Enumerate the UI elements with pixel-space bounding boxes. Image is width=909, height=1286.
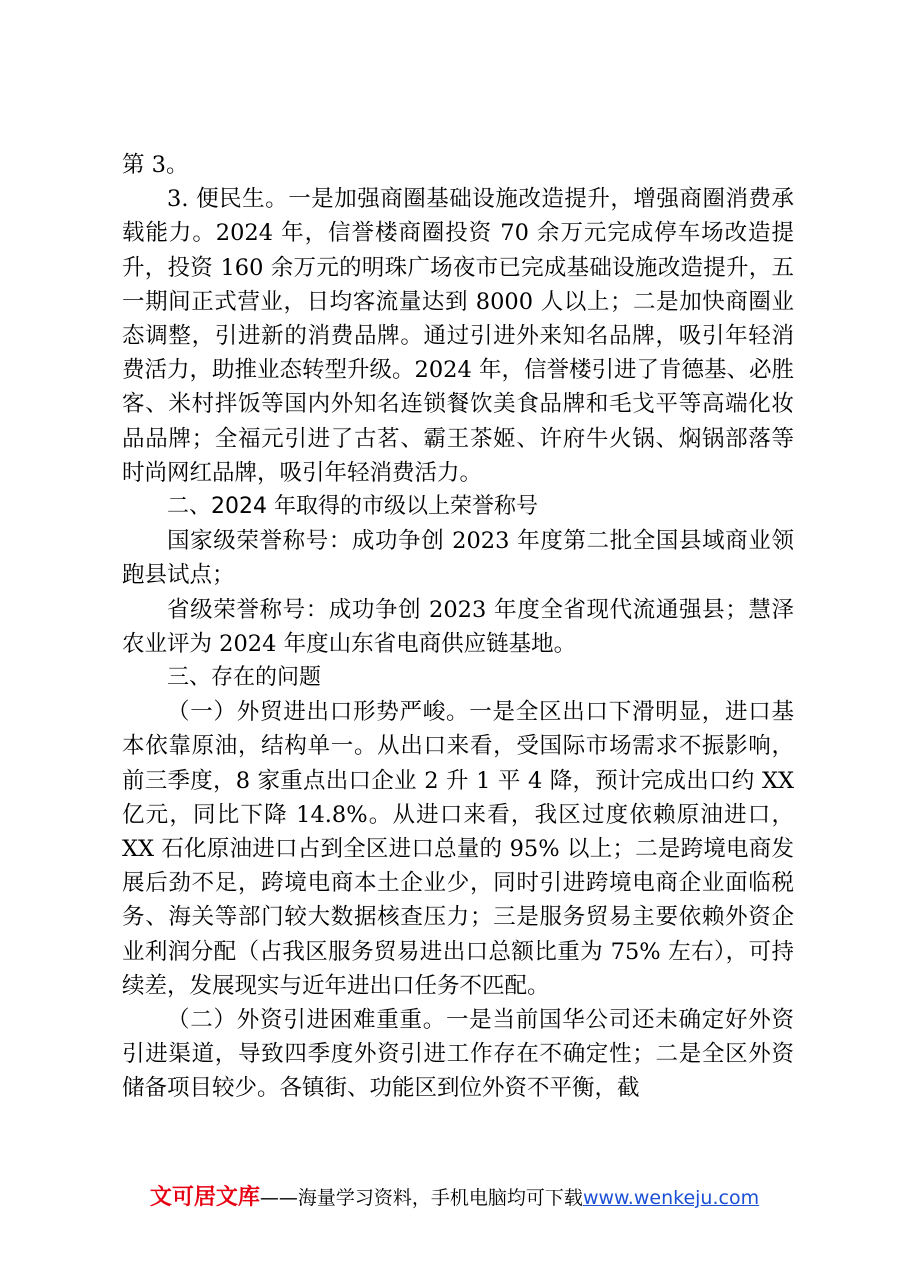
footer-brand: 文可居文库 bbox=[149, 1185, 260, 1210]
paragraph-foreign-investment: （二）外资引进困难重重。一是当前国华公司还未确定好外资引进渠道，导致四季度外资引进工作存在不确定性；二是全区外资储备项目较少。各镇街、功能区到位外资不平衡，截 bbox=[122, 1007, 794, 1102]
section-heading-problems: 三、存在的问题 bbox=[167, 665, 322, 691]
paragraph-continuation: 第 3。 bbox=[122, 152, 189, 178]
footer-site-link[interactable]: www.wenkeju.com bbox=[582, 1187, 760, 1209]
footer-watermark bbox=[0, 1180, 909, 1211]
paragraph-convenience: 3. 便民生。一是加强商圈基础设施改造提升，增强商圈消费承载能力。2024 年，信誉楼商圈投资 70 余万元完成停车场改造提升，投资 160 余万元的明珠广场夜市已完成基础设施改造提升，五一期间正式营业，日均客流量达到 8000 人以上；二是加快商圈业态调整，引进新的消费品牌。通过引进外来知名品牌，吸引年轻消费活力，助推业态转型升级。2024 年，信誉楼引进了肯德基、必胜客、米村拌饭等国内外知名连锁餐饮美食品牌和毛戈平等高端化妆品品牌；全福元引进了古茗、霸王茶姬、许府牛火锅、焖锅部落等时尚网红品牌，吸引年轻消费活力。 bbox=[122, 186, 794, 486]
section-heading-honors: 二、2024 年取得的市级以上荣誉称号 bbox=[167, 494, 538, 520]
document-body bbox=[122, 148, 794, 1106]
paragraph-national-honor: 国家级荣誉称号：成功争创 2023 年度第二批全国县域商业领跑县试点； bbox=[122, 528, 794, 589]
paragraph-foreign-trade: （一）外贸进出口形势严峻。一是全区出口下滑明显，进口基本依靠原油，结构单一。从出口来看，受国际市场需求不振影响，前三季度，8 家重点出口企业 2 升 1 平 4 降，预计完成出口约 XX 亿元，同比下降 14.8%。从进口来看，我区过度依赖原油进口，XX 石化原油进口占到全区进口总量的 95% 以上；二是跨境电商发展后劲不足，跨境电商本土企业少，同时引进跨境电商企业面临税务、海关等部门较大数据核查压力；三是服务贸易主要依赖外资企业利润分配（占我区服务贸易进出口总额比重为 75% 左右），可持续差，发展现实与近年进出口任务不匹配。 bbox=[122, 699, 794, 999]
footer-tagline: ——海量学习资料，手机电脑均可下载 bbox=[259, 1187, 583, 1209]
paragraph-provincial-honor: 省级荣誉称号：成功争创 2023 年度全省现代流通强县；慧泽农业评为 2024 年度山东省电商供应链基地。 bbox=[122, 596, 794, 657]
